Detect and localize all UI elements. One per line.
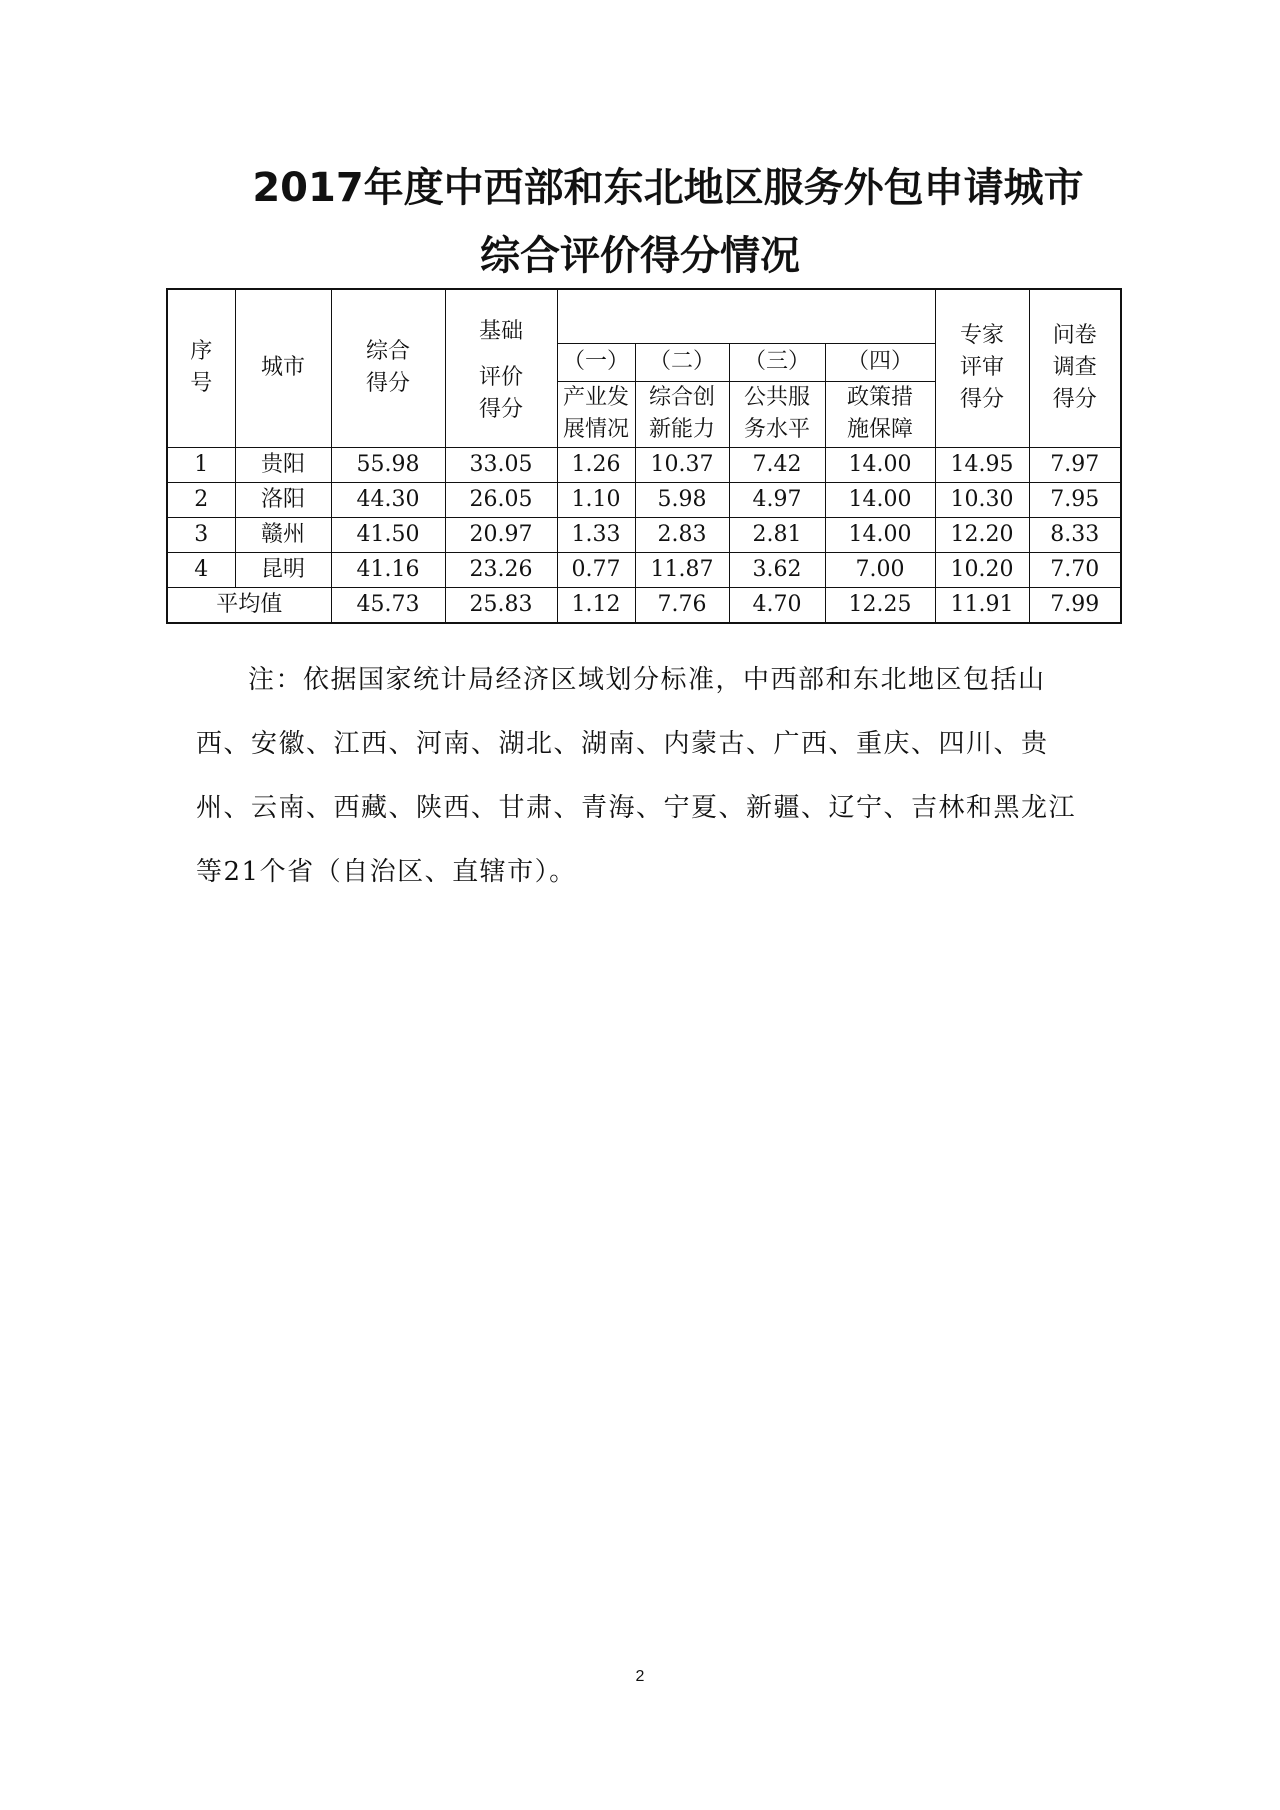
header-basic-top: 基础	[478, 319, 523, 345]
table-row-average	[167, 587, 1121, 623]
cell-sub2: 5.98	[635, 482, 729, 517]
cell-expert: 12.20	[935, 517, 1029, 552]
header-basic-bottom: 评价 得分	[478, 365, 523, 423]
cell-survey: 7.97	[1029, 447, 1121, 482]
table-row	[167, 552, 1121, 587]
cell-survey: 8.33	[1029, 517, 1121, 552]
cell-total: 55.98	[331, 447, 445, 482]
cell-sub1: 1.26	[557, 447, 635, 482]
cell-seq: 3	[167, 517, 235, 552]
cell-sub1: 1.10	[557, 482, 635, 517]
table-row	[167, 447, 1121, 482]
cell-city: 贵阳	[235, 447, 331, 482]
page-number: 2	[635, 1668, 645, 1685]
cell-expert: 10.20	[935, 552, 1029, 587]
header-sub2-num: （二）	[635, 343, 729, 381]
cell-survey: 7.99	[1029, 587, 1121, 623]
cell-basic: 20.97	[445, 517, 557, 552]
header-sub4-label: 政策措 施保障	[825, 381, 935, 447]
page-title: 2017年度中西部和东北地区服务外包申请城市	[252, 165, 1084, 211]
cell-sub3: 2.81	[729, 517, 825, 552]
header-sub1-label: 产业发 展情况	[557, 381, 635, 447]
cell-total: 44.30	[331, 482, 445, 517]
cell-sub2: 7.76	[635, 587, 729, 623]
header-sub-group	[557, 289, 935, 343]
cell-city: 昆明	[235, 552, 331, 587]
cell-expert: 10.30	[935, 482, 1029, 517]
cell-seq: 2	[167, 482, 235, 517]
footnote	[196, 648, 1096, 904]
cell-sub3: 3.62	[729, 552, 825, 587]
cell-basic: 25.83	[445, 587, 557, 623]
header-sub2-label: 综合创 新能力	[635, 381, 729, 447]
cell-average-label: 平均值	[167, 587, 331, 623]
footnote-text: 注：依据国家统计局经济区域划分标准，中西部和东北地区包括山西、安徽、江西、河南、湖北、湖南、内蒙古、广西、重庆、四川、贵州、云南、西藏、陕西、甘肃、青海、宁夏、新疆、辽宁、吉林和黑龙江等21个省（自治区、直辖市）。	[196, 665, 1077, 887]
cell-total: 45.73	[331, 587, 445, 623]
cell-expert: 14.95	[935, 447, 1029, 482]
cell-basic: 33.05	[445, 447, 557, 482]
header-total-score: 综合 得分	[331, 289, 445, 447]
cell-sub3: 4.97	[729, 482, 825, 517]
header-sub3-num: （三）	[729, 343, 825, 381]
cell-sub4: 14.00	[825, 482, 935, 517]
table-row	[167, 482, 1121, 517]
cell-city: 赣州	[235, 517, 331, 552]
cell-seq: 1	[167, 447, 235, 482]
cell-sub3: 7.42	[729, 447, 825, 482]
cell-sub4: 14.00	[825, 447, 935, 482]
cell-sub4: 14.00	[825, 517, 935, 552]
cell-total: 41.16	[331, 552, 445, 587]
header-sub3-label: 公共服 务水平	[729, 381, 825, 447]
cell-total: 41.50	[331, 517, 445, 552]
header-expert-score: 专家 评审 得分	[935, 289, 1029, 447]
header-seq: 序 号	[167, 289, 235, 447]
cell-sub2: 11.87	[635, 552, 729, 587]
cell-sub1: 1.33	[557, 517, 635, 552]
cell-sub3: 4.70	[729, 587, 825, 623]
score-table	[166, 288, 1122, 624]
cell-basic: 23.26	[445, 552, 557, 587]
page-subtitle: 综合评价得分情况	[480, 233, 800, 279]
cell-survey: 7.70	[1029, 552, 1121, 587]
header-sub1-num: （一）	[557, 343, 635, 381]
cell-survey: 7.95	[1029, 482, 1121, 517]
header-sub4-num: （四）	[825, 343, 935, 381]
cell-sub2: 2.83	[635, 517, 729, 552]
header-city: 城市	[235, 289, 331, 447]
cell-basic: 26.05	[445, 482, 557, 517]
cell-city: 洛阳	[235, 482, 331, 517]
header-basic-score	[445, 289, 557, 447]
cell-sub1: 0.77	[557, 552, 635, 587]
table-row	[167, 517, 1121, 552]
cell-sub2: 10.37	[635, 447, 729, 482]
cell-seq: 4	[167, 552, 235, 587]
cell-sub4: 7.00	[825, 552, 935, 587]
cell-sub4: 12.25	[825, 587, 935, 623]
cell-expert: 11.91	[935, 587, 1029, 623]
cell-sub1: 1.12	[557, 587, 635, 623]
header-survey-score: 问卷 调查 得分	[1029, 289, 1121, 447]
